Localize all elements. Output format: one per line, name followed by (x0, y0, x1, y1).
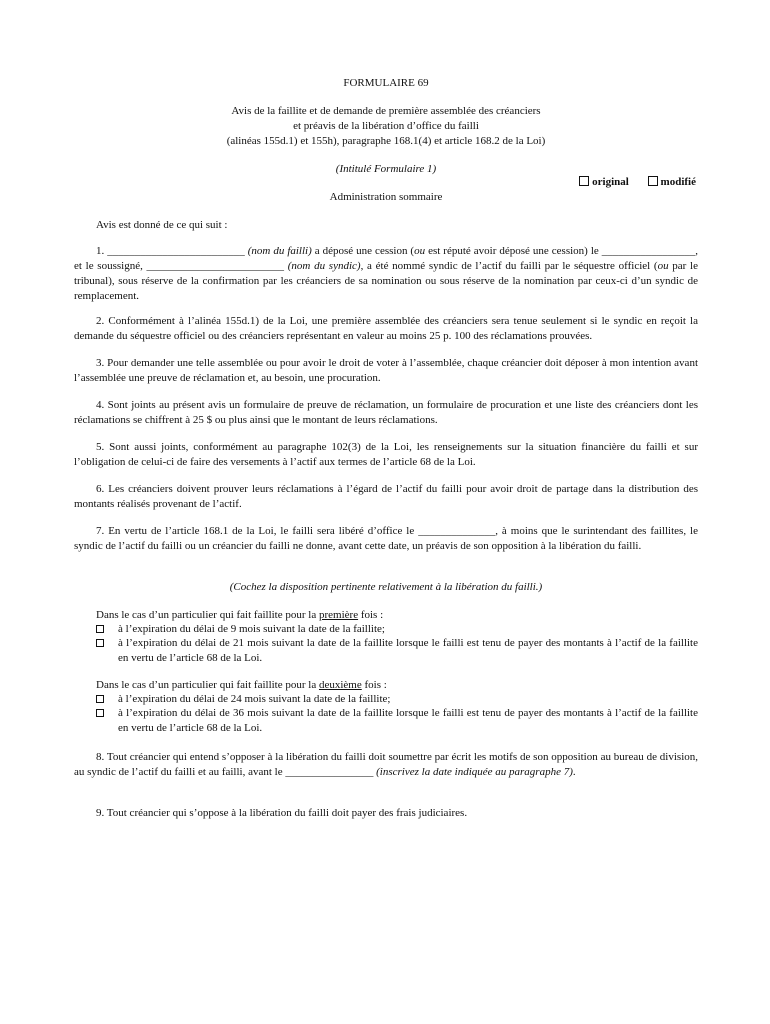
instruction-text: (Cochez la disposition pertinente relativement à la libération du failli.) (229, 581, 543, 593)
p1-a: 1. _________________________ (96, 245, 248, 257)
form-number: FORMULAIRE 69 (343, 77, 429, 89)
subtitle-line-2: et préavis de la libération d’office du failli (293, 120, 479, 132)
p8-a: 8. Tout créancier qui entend s’opposer à la libération du failli doit soumettre par écrit les motifs de son opposition au bureau de division, au syndic de l’actif du failli et au failli, avant le ________________ (74, 751, 698, 778)
case1-head-u: première (318, 609, 359, 621)
paragraph-2: 2. Conformément à l’alinéa 155d.1) de la Loi, une première assemblée des créanciers sera tenue seulement si le syndic en reçoit la demande du séquestre officiel ou des créanciers représentant en valeur au moins 25 p. 100 des réclamations prouvées. (74, 315, 698, 342)
form-subtitle (74, 104, 698, 149)
p1-c: a déposé une cession ( (311, 245, 415, 257)
case2-head-b: fois : (361, 679, 387, 691)
paragraph-7: 7. En vertu de l’article 168.1 de la Loi, le failli sera libéré d’office le ______________, à moins que le surintendant des faillites, le syndic de l’actif du failli ou un créancier du failli ne donne, avant cette date, un préavis de son opposition à la libération du failli. (74, 525, 698, 552)
case-first-head (96, 608, 383, 623)
case1-opt1-text: à l’expiration du délai de 9 mois suivant la date de la faillite; (118, 623, 385, 635)
checkbox-original[interactable] (579, 176, 629, 188)
subtitle-line-3: (alinéas 155d.1) et 155h), paragraphe 168.1(4) et article 168.2 de la Loi) (226, 135, 546, 147)
case1-opt2-text: à l’expiration du délai de 21 mois suivant la date de la faillite lorsque le failli est tenu de payer des montants à l’actif de la faillite en vertu de l’article 68 de la Loi. (118, 637, 698, 664)
case1-head-b: fois : (358, 609, 384, 621)
p1-d: ou (414, 245, 426, 257)
intro-text: Avis est donné de ce qui suit : (96, 219, 228, 231)
paragraph-4: 4. Sont joints au présent avis un formulaire de preuve de réclamation, un formulaire de procuration et une liste des créanciers dont les réclamations se chiffrent à 25 $ ou plus ainsi que le montant de leurs réclamations. (74, 399, 698, 426)
intitule: (Intitulé Formulaire 1) (335, 163, 437, 175)
checkbox-icon (96, 695, 104, 703)
paragraph-5: 5. Sont aussi joints, conformément au paragraphe 102(3) de la Loi, les renseignements sur la situation financière du failli et sur l’obligation de celui-ci de faire des versements à l’actif aux termes de l’article 68 de la Loi. (74, 441, 698, 468)
p1-g: , a été nommé syndic de l’actif du failli par le séquestre officiel ( (360, 260, 658, 272)
case1-head-a: Dans le cas d’un particulier qui fait faillite pour la (96, 609, 319, 621)
checkbox-icon (648, 176, 658, 186)
case-second-option-1[interactable] (96, 692, 698, 707)
checkbox-modifie[interactable] (648, 176, 696, 188)
case-first-option-2[interactable] (96, 636, 698, 666)
p8-b: (inscrivez la date indiquée au paragraphe 7) (376, 766, 573, 778)
version-checkboxes (563, 175, 696, 190)
subtitle-line-1: Avis de la faillite et de demande de première assemblée des créanciers (231, 105, 541, 117)
checkbox-icon (96, 639, 104, 647)
case-second-option-2[interactable] (96, 706, 698, 736)
paragraph-6: 6. Les créanciers doivent prouver leurs réclamations à l’égard de l’actif du failli pour avoir droit de partage dans la distribution des montants réalisés provenant de l’actif. (74, 483, 698, 510)
checkbox-icon (579, 176, 589, 186)
paragraph-3: 3. Pour demander une telle assemblée ou pour avoir le droit de voter à l’assemblée, chaque créancier doit déposer à mon intention avant l’assemblée une preuve de réclamation et, au besoin, une procuration. (74, 357, 698, 384)
case2-head-a: Dans le cas d’un particulier qui fait faillite pour la (96, 679, 319, 691)
p8-c: . (572, 766, 576, 778)
checkbox-icon (96, 625, 104, 633)
case2-opt2-text: à l’expiration du délai de 36 mois suivant la date de la faillite lorsque le failli est tenu de payer des montants à l’actif de la faillite en vertu de l’article 68 de la Loi. (118, 707, 698, 734)
checkbox-original-label: original (592, 176, 629, 188)
checkbox-modifie-label: modifié (660, 176, 696, 188)
p1-h: ou (657, 260, 669, 272)
p1-f: (nom du syndic) (287, 260, 361, 272)
case-first-option-1[interactable] (96, 622, 698, 637)
p1-b: (nom du failli) (247, 245, 312, 257)
case2-head-u: deuxième (318, 679, 362, 691)
paragraph-1 (74, 244, 698, 304)
checkbox-icon (96, 709, 104, 717)
paragraph-8 (74, 750, 698, 780)
administration-title: Administration sommaire (329, 191, 443, 203)
case-second-head (96, 678, 387, 693)
p1-i: par le tribunal), sous réserve de la confirmation par les créanciers de sa nomination ou sous réserve de la nomination par ceux-ci d’un syndic de remplacement. (74, 260, 698, 302)
case2-opt1-text: à l’expiration du délai de 24 mois suivant la date de la faillite; (118, 693, 391, 705)
p1-e: est réputé avoir déposé une cession) le _________________, et le soussigné, _________________________ (74, 245, 699, 272)
paragraph-9: 9. Tout créancier qui s’oppose à la libération du failli doit payer des frais judiciaires. (96, 807, 468, 819)
